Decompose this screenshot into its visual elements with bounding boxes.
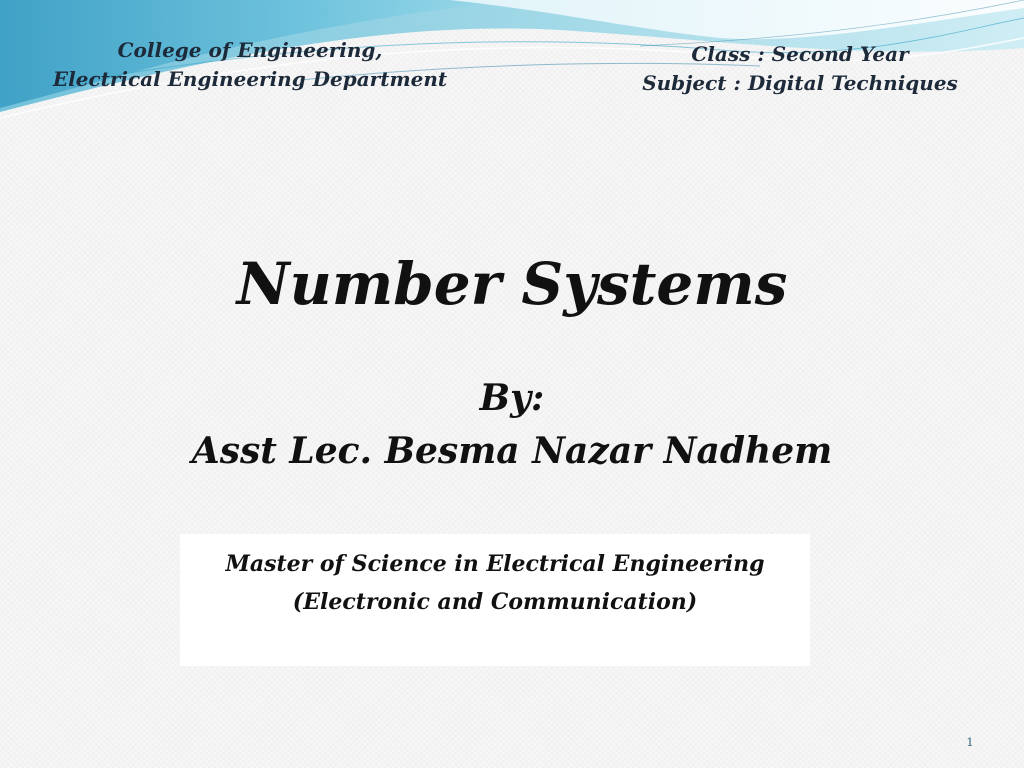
header-subject: Subject : Digital Techniques [642,71,958,95]
author-name: Asst Lec. Besma Nazar Nadhem [191,430,833,472]
degree-box [180,534,810,666]
slide-title: Number Systems [236,250,788,318]
byline-label: By: [479,377,545,419]
header-department: Electrical Engineering Department [52,67,448,91]
degree-specialization: (Electronic and Communication) [292,589,698,615]
header-college: College of Engineering, [117,38,383,62]
header-course [600,40,1000,98]
header-class: Class : Second Year [691,42,909,66]
page-number: 1 [966,736,974,749]
degree-title: Master of Science in Electrical Engineering [225,551,765,577]
header-institution [20,36,480,94]
